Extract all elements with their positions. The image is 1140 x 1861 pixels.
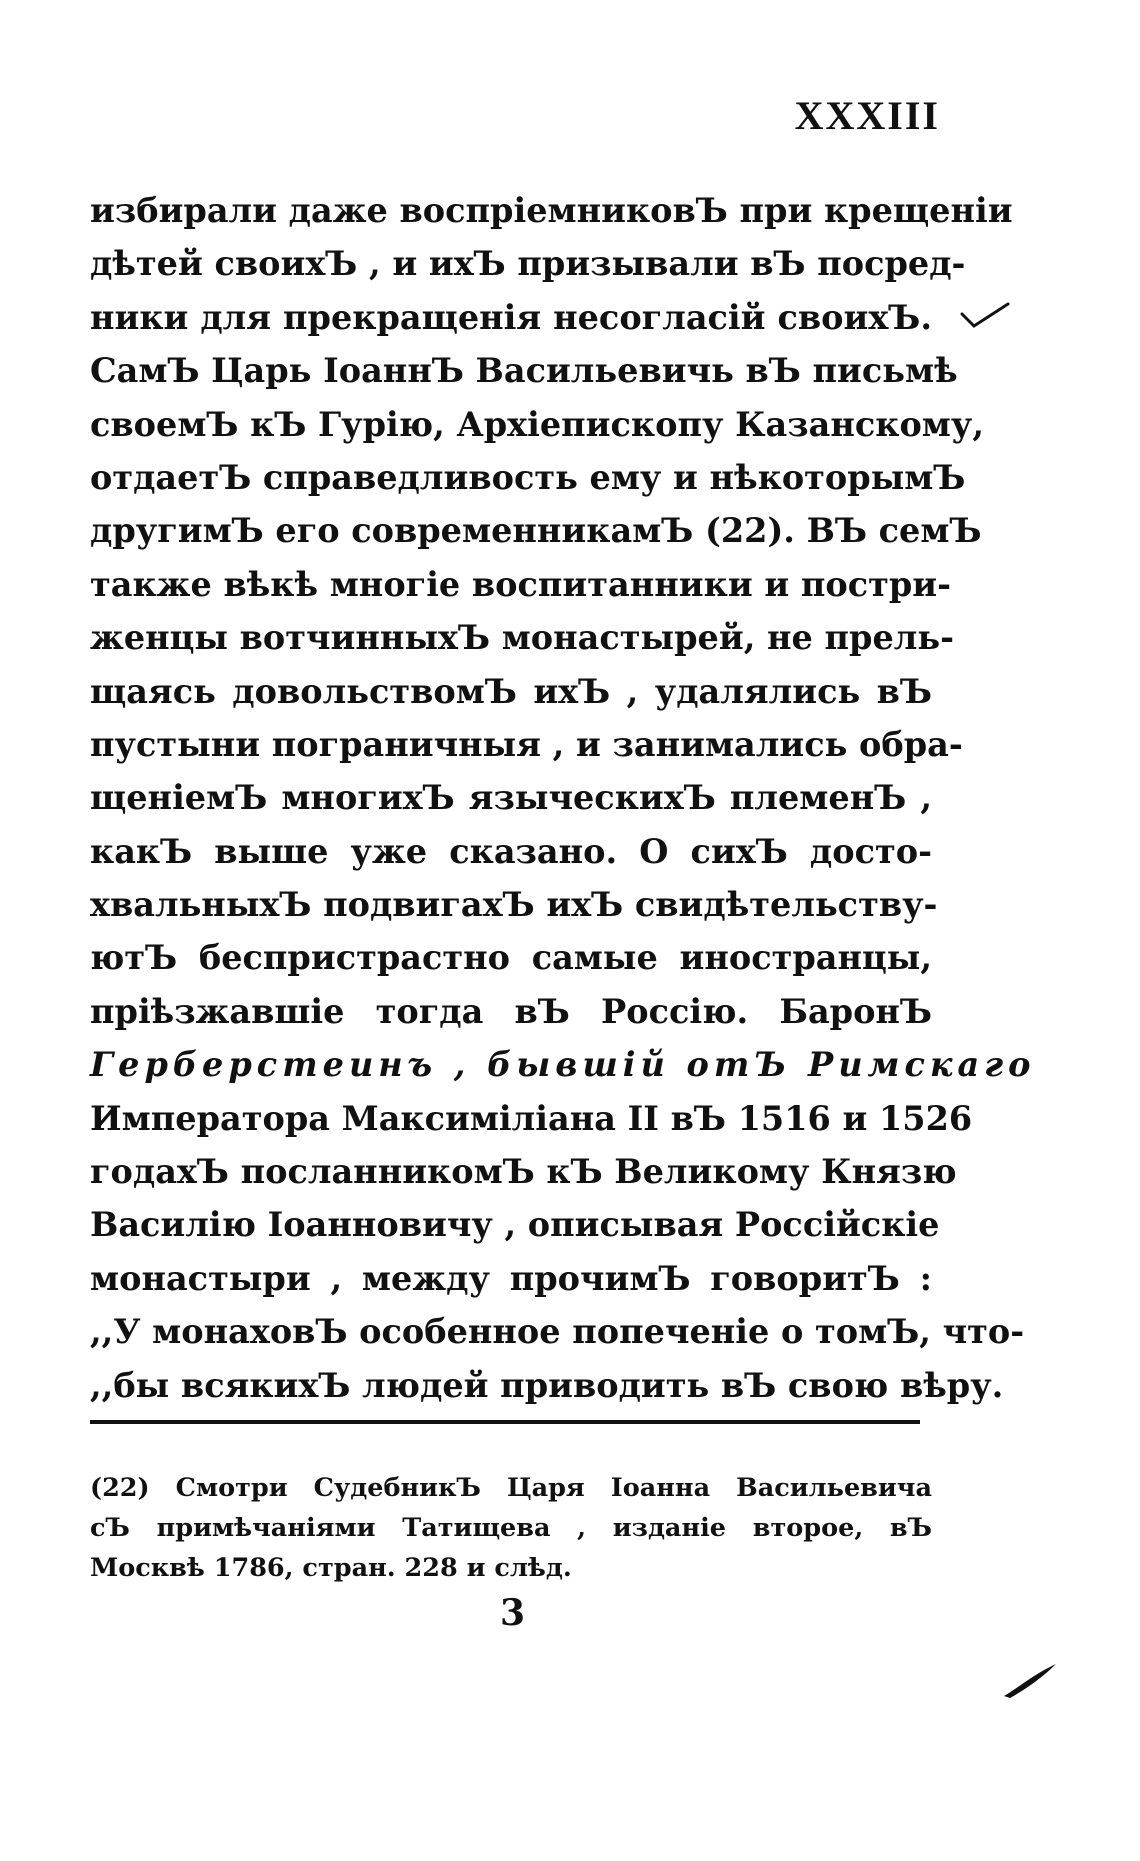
footnote-line: сЪ примѣчаніями Татищева , изданіе второе, вЪ: [90, 1513, 932, 1543]
footnote: [90, 1468, 932, 1588]
body-line: Императора Максиміліана II вЪ 1516 и 1526: [90, 1098, 973, 1138]
body-line: другимЪ его современникамЪ (22). ВЪ семЪ: [90, 511, 982, 551]
body-line: щеніемЪ многихЪ языческихЪ племенЪ ,: [90, 778, 932, 818]
body-text: [90, 184, 1036, 1412]
body-line: своемЪ кЪ Гурію, Архіепископу Казанскому,: [90, 404, 985, 444]
body-line: ,,бы всякихЪ людей приводить вЪ свою вѣру.: [90, 1365, 1004, 1405]
body-line: отдаетЪ справедливость ему и нѣкоторымЪ: [90, 457, 966, 497]
footnote-line: (22) Смотри СудебникЪ Царя Іоанна Васильевича: [90, 1473, 932, 1503]
body-line: женцы вотчинныхЪ монастырей, не прель-: [90, 618, 955, 658]
page-number: XXXIII: [794, 93, 940, 138]
body-line: годахЪ посланникомЪ кЪ Великому Князю: [90, 1152, 957, 1192]
body-line: Василію Іоанновичу , описывая Россійскіе: [90, 1205, 940, 1245]
ink-mark-icon: [1000, 1660, 1060, 1700]
body-line: также вѣкѣ многіе воспитанники и постри-: [90, 564, 952, 604]
footnote-line: Москвѣ 1786, стран. 228 и слѣд.: [90, 1553, 572, 1583]
body-line: дѣтей своихЪ , и ихЪ призывали вЪ посред-: [90, 244, 966, 284]
body-line: ники для прекращенія несогласій своихЪ.: [90, 297, 932, 337]
footnote-divider: [90, 1420, 920, 1424]
body-line: Герберстеинъ , бывшій отЪ Римскаго: [90, 1045, 1036, 1085]
checkmark-icon: [960, 300, 1010, 330]
body-line: монастыри , между прочимЪ говоритЪ :: [90, 1258, 932, 1298]
body-line: хвальныхЪ подвигахЪ ихЪ свидѣтельству-: [90, 885, 938, 925]
body-line: СамЪ Царь ІоаннЪ Васильевичь вЪ письмѣ: [90, 351, 958, 391]
body-line: пустыни пограничныя , и занимались обра-: [90, 724, 963, 764]
body-line: пріѣзжавшіе тогда вЪ Россію. БаронЪ: [90, 991, 932, 1031]
body-line: какЪ выше уже сказано. О сихЪ достo-: [90, 831, 932, 871]
body-line: щаясь довольствомЪ ихЪ , удалялись вЪ: [90, 671, 932, 711]
body-line: избирали даже воспріемниковЪ при крещеніи: [90, 191, 1013, 230]
body-line: ютЪ беспристрастно самые иностранцы,: [90, 938, 932, 978]
body-line: ,,У монаховЪ особенное попеченіе о томЪ, что-: [90, 1312, 1025, 1352]
signature-mark: 3: [500, 1592, 526, 1634]
